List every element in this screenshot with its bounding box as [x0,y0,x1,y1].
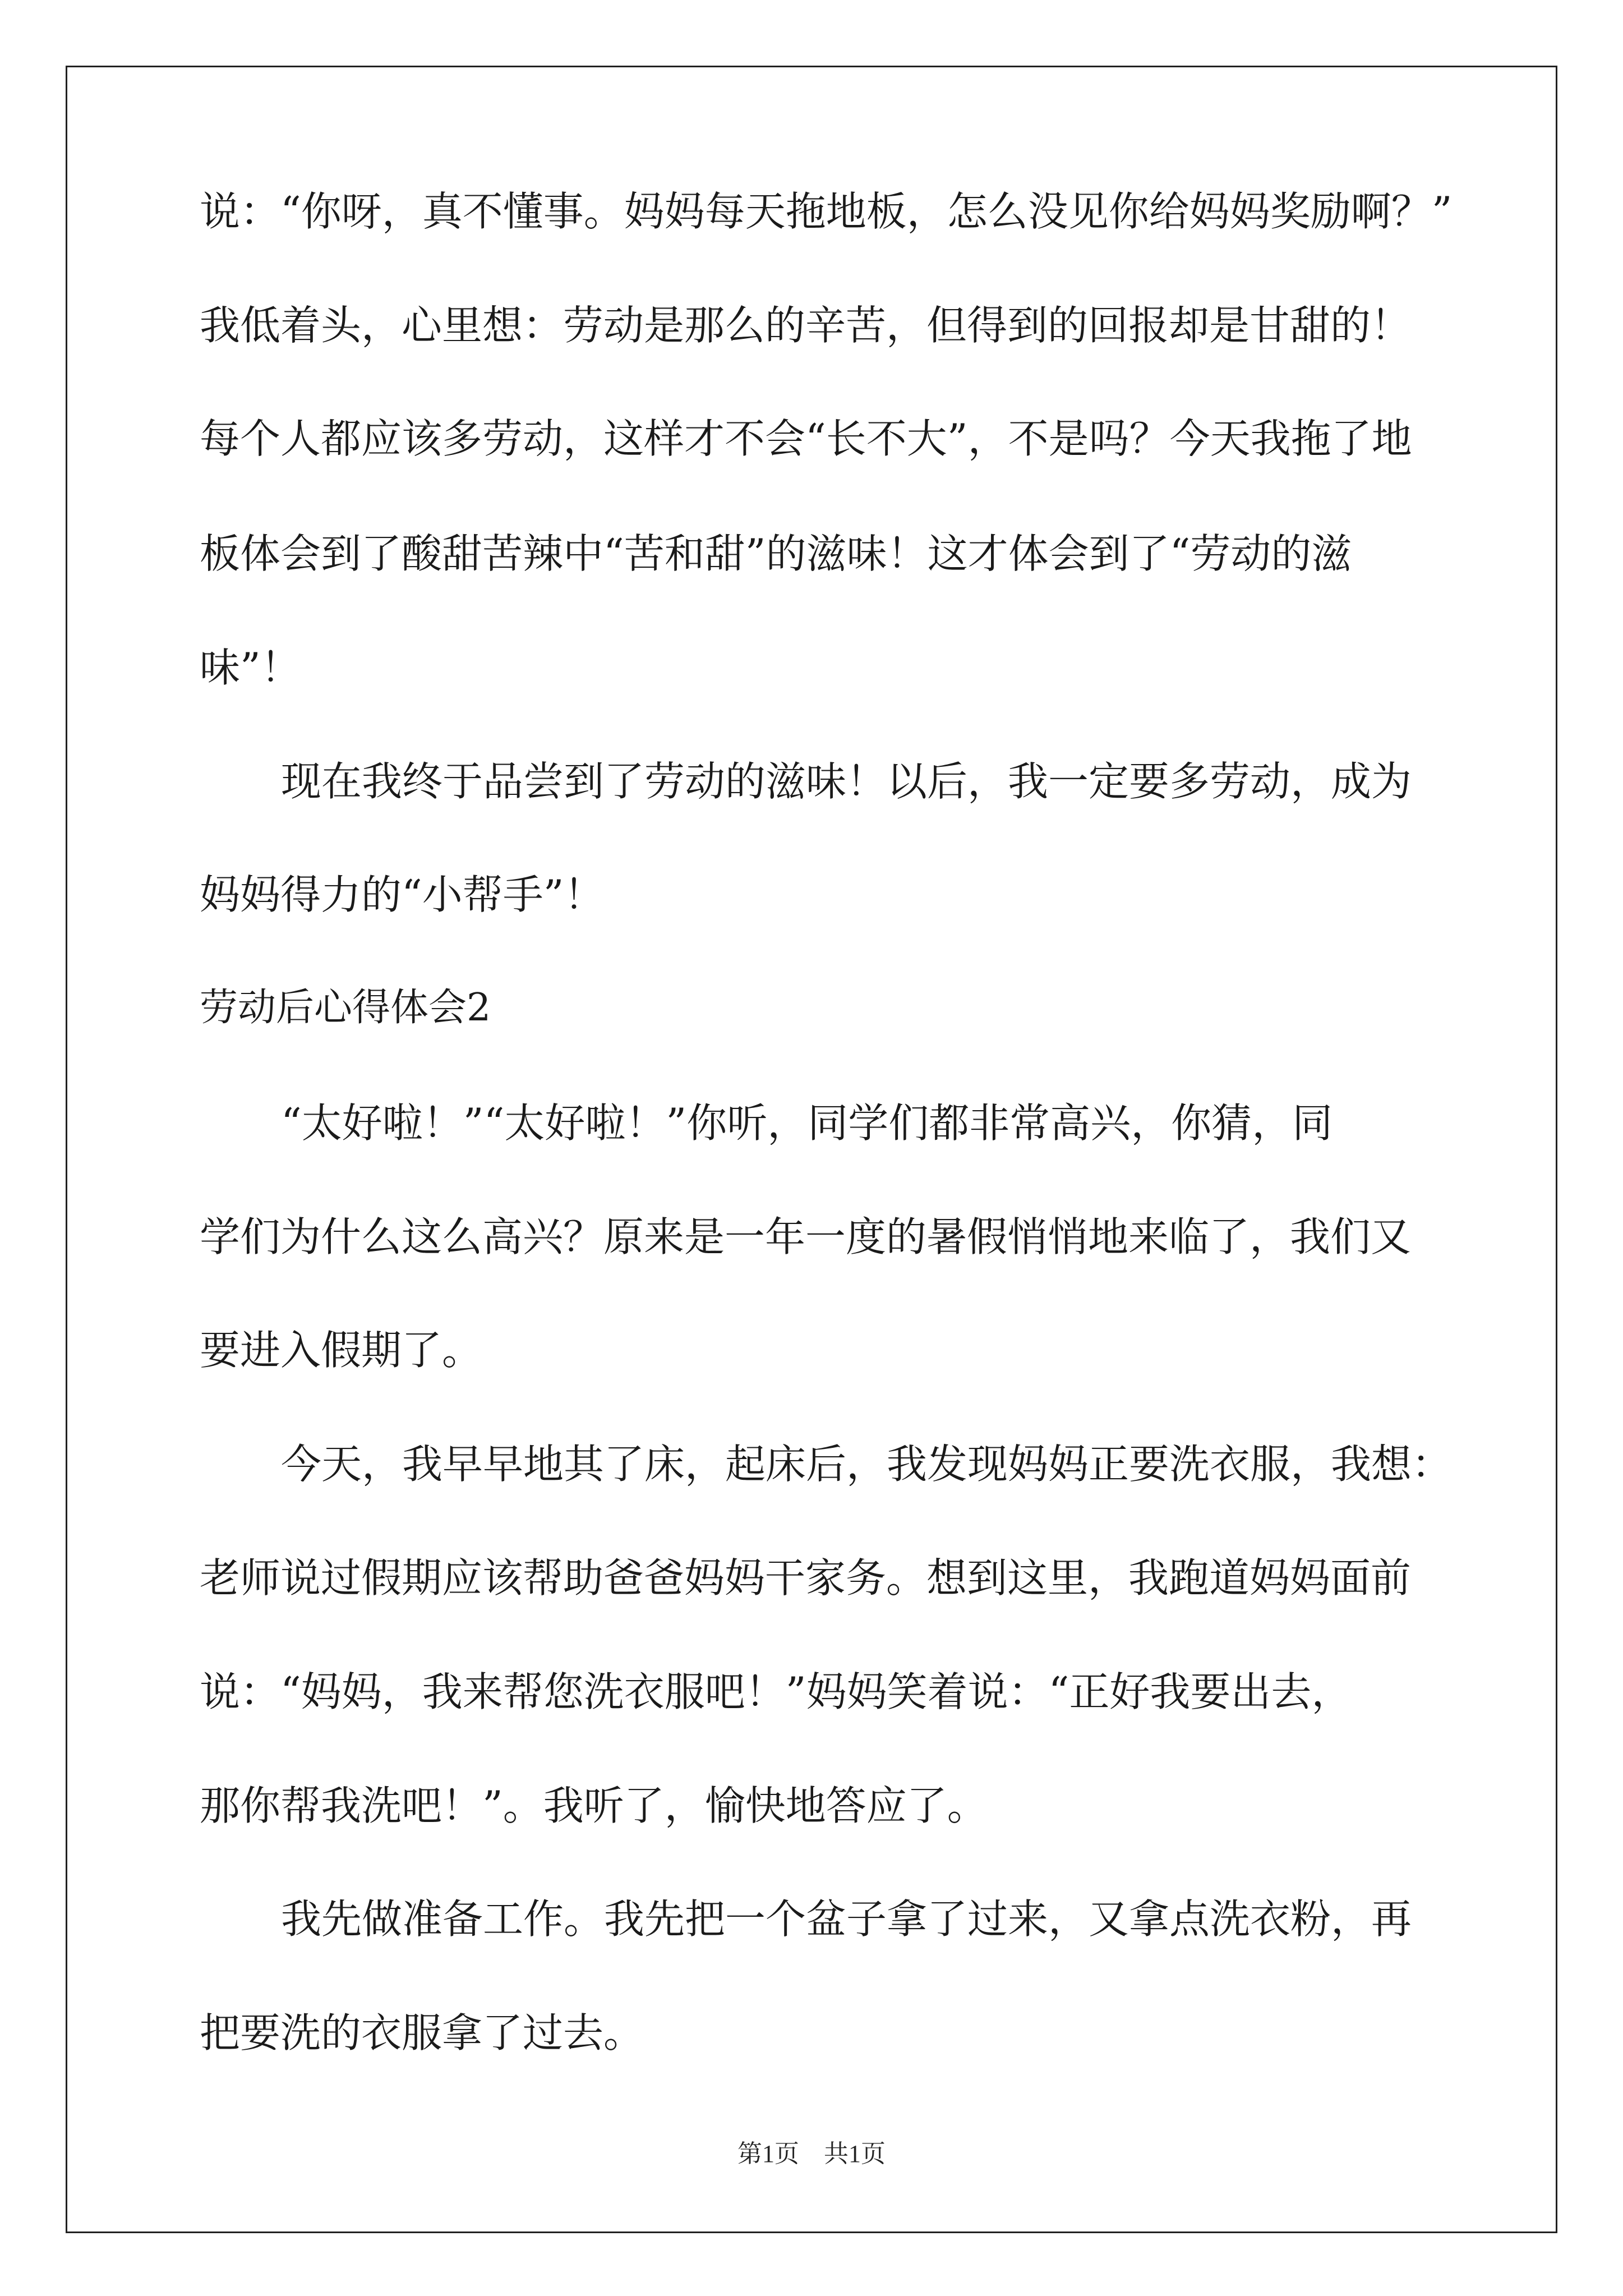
text-line: 我低着头，心里想：劳动是那么的辛苦，但得到的回报却是甘甜的！ [200,302,1412,349]
text-line: 学们为什么这么高兴？原来是一年一度的暑假悄悄地来临了，我们又 [200,1213,1412,1260]
paragraph-start: 现在我终于品尝到了劳动的滋味！以后，我一定要多劳动，成为 [281,758,1412,805]
text-line: 说：“你呀，真不懂事。妈妈每天拖地板，怎么没见你给妈妈奖励啊？” [200,188,1453,235]
text-line: 说：“妈妈，我来帮您洗衣服吧！”妈妈笑着说：“正好我要出去， [200,1668,1352,1715]
text-line: 味”！ [200,644,301,691]
section-heading: 劳动后心得体会2 [200,986,491,1030]
text-line: 要进入假期了。 [200,1327,483,1374]
text-line: 把要洗的衣服拿了过去。 [200,2009,644,2056]
paragraph-start: 今天，我早早地其了床，起床后，我发现妈妈正要洗衣服，我想： [281,1441,1453,1488]
paragraph-start: “太好啦！”“太好啦！”你听，同学们都非常高兴，你猜，同 [281,1099,1333,1147]
text-line: 每个人都应该多劳动，这样才不会“长不大”，不是吗？今天我拖了地 [200,415,1412,462]
text-line: 板体会到了酸甜苦辣中“苦和甜”的滋味！这才体会到了“劳动的滋 [200,530,1352,577]
text-line: 那你帮我洗吧！”。我听了，愉快地答应了。 [200,1782,988,1829]
text-line: 老师说过假期应该帮助爸爸妈妈干家务。想到这里，我跑道妈妈面前 [200,1554,1412,1602]
paragraph-start: 我先做准备工作。我先把一个盆子拿了过来，又拿点洗衣粉，再 [281,1895,1412,1943]
page-number: 第1页 共1页 [737,2140,886,2168]
text-line: 妈妈得力的“小帮手”！ [200,871,605,918]
